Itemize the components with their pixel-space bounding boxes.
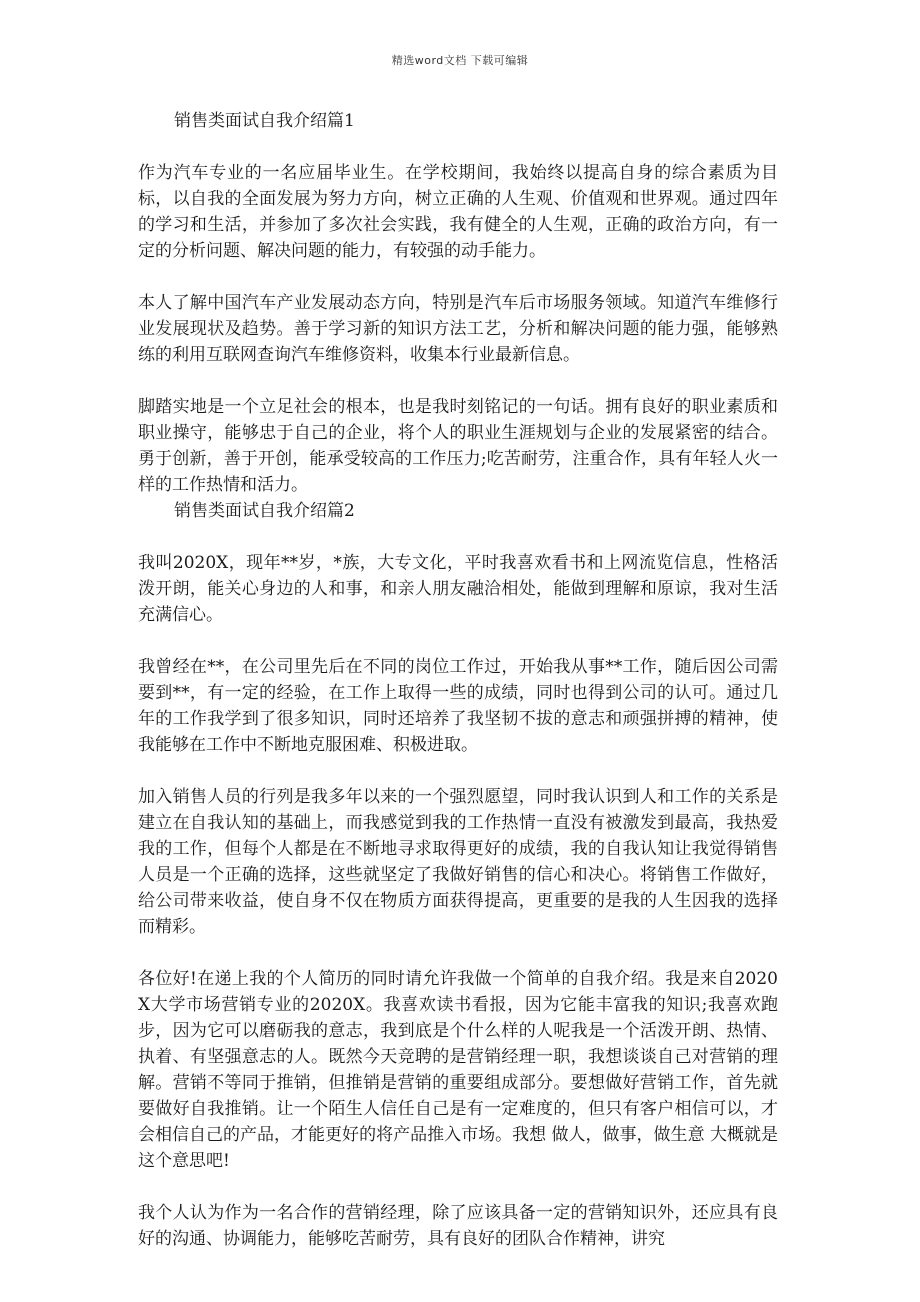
section-1-paragraph-1: 作为汽车专业的一名应届毕业生。在学校期间，我始终以提高自身的综合素质为目标，以自我的全面发展为努力方向，树立正确的人生观、价值观和世界观。通过四年的学习和生活，并参加了多次社会实践，我有健全的人生观，正确的政治方向，有一定的分析问题、解决问题的能力，有较强的动手能力。 [138,163,778,261]
section-2-paragraph-4: 各位好!在递上我的个人简历的同时请允许我做一个简单的自我介绍。我是来自2020X大学市场营销专业的2020X。我喜欢读书看报，因为它能丰富我的知识;我喜欢跑步，因为它可以磨砺我的意志，我到底是个什么样的人呢我是一个活泼开朗、热情、执着、有坚强意志的人。既然今天竞聘的是营销经理一职，我想谈谈自己对营销的理解。营销不等同于推销，但推销是营销的重要组成部分。要想做好营销工作，首先就要做好自我推销。让一个陌生人信任自己是有一定难度的，但只有客户相信可以，才会相信自己的产品，才能更好的将产品推入市场。我想 做人，做事，做生意 大概就是这个意思吧! [138,969,778,1171]
section-1-paragraph-3: 脚踏实地是一个立足社会的根本，也是我时刻铭记的一句话。拥有良好的职业素质和职业操守，能够忠于自己的企业，将个人的职业生涯规划与企业的发展紧密的结合。勇于创新，善于开创，能承受较高的工作压力;吃苦耐劳，注重合作，具有年轻人火一样的工作热情和活力。 [138,397,778,495]
section-2-title: 销售类面试自我介绍篇2 [174,501,355,521]
section-2-paragraph-1: 我叫2020X，现年**岁，*族，大专文化，平时我喜欢看书和上网流览信息，性格活泼开朗，能关心身边的人和事，和亲人朋友融洽相处，能做到理解和原谅，我对生活充满信心。 [138,553,778,625]
section-2-paragraph-3: 加入销售人员的行列是我多年以来的一个强烈愿望，同时我认识到人和工作的关系是建立在自我认知的基础上，而我感觉到我的工作热情一直没有被激发到最高，我热爱我的工作，但每个人都是在不断地寻求取得更好的成绩，我的自我认知让我觉得销售人员是一个正确的选择，这些就坚定了我做好销售的信心和决心。将销售工作做好，给公司带来收益，使自身不仅在物质方面获得提高，更重要的是我的人生因我的选择而精彩。 [138,787,778,937]
page-header: 精选word文档 下载可编辑 [391,54,529,67]
section-1-paragraph-2: 本人了解中国汽车产业发展动态方向，特别是汽车后市场服务领域。知道汽车维修行业发展现状及趋势。善于学习新的知识方法工艺，分析和解决问题的能力强，能够熟练的利用互联网查询汽车维修资料，收集本行业最新信息。 [138,293,778,365]
section-1-title: 销售类面试自我介绍篇1 [174,111,355,131]
section-2-paragraph-5: 我个人认为作为一名合作的营销经理，除了应该具备一定的营销知识外，还应具有良好的沟通、协调能力，能够吃苦耐劳，具有良好的团队合作精神，讲究 [138,1203,778,1249]
section-2-paragraph-2: 我曾经在**，在公司里先后在不同的岗位工作过，开始我从事**工作，随后因公司需要到**，有一定的经验，在工作上取得一些的成绩，同时也得到公司的认可。通过几年的工作我学到了很多知识，同时还培养了我坚韧不拔的意志和顽强拼搏的精神，使我能够在工作中不断地克服困难、积极进取。 [138,657,778,755]
document-body [138,108,778,1252]
